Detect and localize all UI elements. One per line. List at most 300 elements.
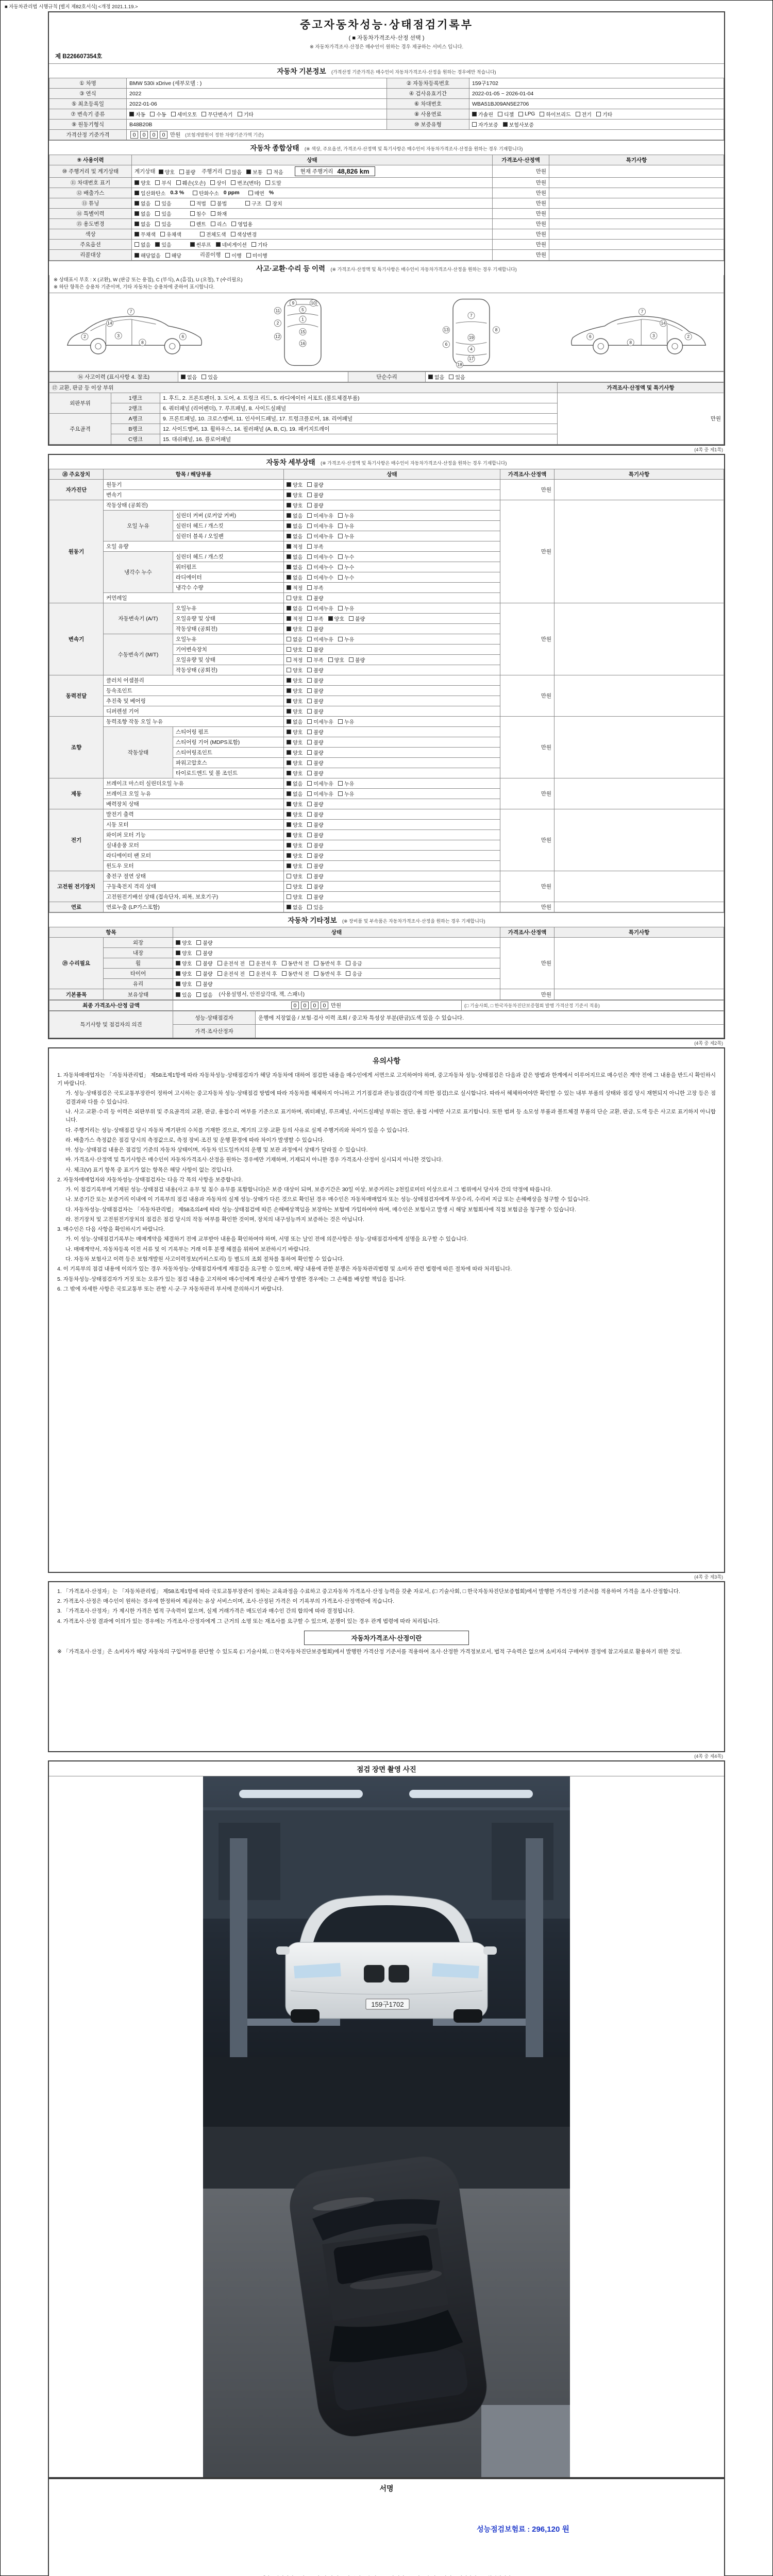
checkbox-checked-icon[interactable] (287, 616, 291, 621)
checkbox-checked-icon[interactable] (287, 709, 291, 714)
checkbox-unchecked-icon[interactable] (449, 375, 453, 379)
checkbox-unchecked-icon[interactable] (287, 596, 291, 600)
checkbox-option[interactable] (196, 980, 212, 988)
checkbox-option[interactable] (155, 199, 171, 207)
checkbox-option[interactable] (135, 251, 161, 259)
checkbox-option[interactable] (287, 522, 303, 530)
checkbox-option[interactable] (231, 179, 260, 187)
checkbox-unchecked-icon[interactable] (307, 730, 312, 734)
checkbox-unchecked-icon[interactable] (196, 940, 201, 945)
checkbox-option[interactable] (231, 230, 257, 238)
checkbox-option[interactable] (428, 373, 444, 381)
checkbox-checked-icon[interactable] (287, 771, 291, 775)
checkbox-unchecked-icon[interactable] (307, 853, 312, 858)
checkbox-option[interactable] (596, 110, 612, 118)
checkbox-unchecked-icon[interactable] (211, 211, 215, 216)
checkbox-unchecked-icon[interactable] (307, 719, 312, 724)
checkbox-option[interactable] (307, 563, 333, 571)
checkbox-option[interactable] (307, 903, 323, 911)
checkbox-option[interactable] (287, 800, 303, 808)
checkbox-unchecked-icon[interactable] (211, 201, 215, 206)
checkbox-checked-icon[interactable] (287, 503, 291, 507)
checkbox-option[interactable] (287, 790, 303, 798)
checkbox-option[interactable] (307, 666, 323, 674)
checkbox-unchecked-icon[interactable] (249, 961, 254, 965)
checkbox-checked-icon[interactable] (287, 513, 291, 518)
checkbox-option[interactable] (287, 563, 303, 571)
checkbox-option[interactable] (314, 970, 341, 977)
checkbox-checked-icon[interactable] (287, 760, 291, 765)
checkbox-option[interactable] (287, 738, 303, 746)
checkbox-option[interactable] (307, 625, 323, 633)
checkbox-option[interactable] (307, 790, 333, 798)
checkbox-option[interactable] (307, 697, 323, 705)
checkbox-unchecked-icon[interactable] (307, 812, 312, 817)
checkbox-unchecked-icon[interactable] (201, 112, 206, 116)
checkbox-unchecked-icon[interactable] (155, 180, 160, 185)
checkbox-option[interactable] (472, 110, 493, 118)
checkbox-checked-icon[interactable] (287, 544, 291, 549)
checkbox-option[interactable] (307, 543, 323, 550)
checkbox-option[interactable] (196, 949, 212, 957)
checkbox-unchecked-icon[interactable] (307, 626, 312, 631)
checkbox-option[interactable] (196, 959, 212, 967)
checkbox-option[interactable] (190, 210, 206, 217)
checkbox-option[interactable] (226, 168, 242, 176)
checkbox-option[interactable] (307, 707, 323, 715)
checkbox-unchecked-icon[interactable] (307, 802, 312, 806)
checkbox-option[interactable] (265, 179, 281, 187)
checkbox-option[interactable] (129, 110, 145, 118)
checkbox-option[interactable] (211, 210, 227, 217)
checkbox-option[interactable] (307, 604, 333, 612)
checkbox-option[interactable] (307, 491, 323, 499)
checkbox-option[interactable] (248, 189, 264, 197)
checkbox-unchecked-icon[interactable] (155, 211, 160, 216)
checkbox-unchecked-icon[interactable] (307, 894, 312, 899)
checkbox-unchecked-icon[interactable] (201, 375, 206, 379)
checkbox-unchecked-icon[interactable] (518, 112, 523, 116)
checkbox-unchecked-icon[interactable] (155, 201, 160, 206)
checkbox-option[interactable] (211, 199, 227, 207)
checkbox-unchecked-icon[interactable] (338, 781, 343, 786)
checkbox-option[interactable] (307, 728, 323, 736)
checkbox-option[interactable] (540, 110, 570, 118)
checkbox-unchecked-icon[interactable] (225, 253, 230, 258)
checkbox-checked-icon[interactable] (287, 493, 291, 497)
checkbox-unchecked-icon[interactable] (231, 222, 236, 226)
checkbox-option[interactable] (307, 779, 333, 787)
checkbox-option[interactable] (160, 230, 181, 238)
checkbox-option[interactable] (307, 646, 323, 653)
checkbox-unchecked-icon[interactable] (307, 781, 312, 786)
checkbox-option[interactable] (210, 179, 226, 187)
checkbox-option[interactable] (200, 230, 226, 238)
checkbox-unchecked-icon[interactable] (307, 616, 312, 621)
checkbox-unchecked-icon[interactable] (287, 647, 291, 652)
checkbox-option[interactable] (282, 970, 309, 977)
checkbox-checked-icon[interactable] (287, 853, 291, 858)
checkbox-option[interactable] (307, 738, 323, 746)
checkbox-option[interactable] (246, 168, 262, 176)
checkbox-unchecked-icon[interactable] (349, 616, 354, 621)
checkbox-unchecked-icon[interactable] (307, 534, 312, 538)
checkbox-option[interactable] (246, 251, 267, 259)
checkbox-unchecked-icon[interactable] (307, 585, 312, 590)
checkbox-unchecked-icon[interactable] (307, 863, 312, 868)
checkbox-option[interactable] (150, 110, 166, 118)
checkbox-checked-icon[interactable] (181, 375, 186, 379)
checkbox-unchecked-icon[interactable] (307, 760, 312, 765)
checkbox-option[interactable] (135, 210, 150, 217)
checkbox-unchecked-icon[interactable] (307, 750, 312, 755)
checkbox-option[interactable] (307, 687, 323, 694)
checkbox-option[interactable] (287, 862, 303, 870)
checkbox-checked-icon[interactable] (287, 802, 291, 806)
checkbox-option[interactable] (338, 790, 354, 798)
checkbox-option[interactable] (287, 584, 303, 591)
checkbox-unchecked-icon[interactable] (338, 637, 343, 641)
checkbox-option[interactable] (307, 841, 323, 849)
checkbox-unchecked-icon[interactable] (307, 699, 312, 703)
checkbox-checked-icon[interactable] (176, 981, 180, 986)
checkbox-option[interactable] (287, 728, 303, 736)
checkbox-unchecked-icon[interactable] (176, 180, 181, 185)
checkbox-unchecked-icon[interactable] (540, 112, 544, 116)
checkbox-option[interactable] (287, 883, 303, 890)
checkbox-unchecked-icon[interactable] (196, 992, 201, 997)
checkbox-option[interactable] (287, 625, 303, 633)
checkbox-unchecked-icon[interactable] (150, 112, 155, 116)
checkbox-checked-icon[interactable] (176, 961, 180, 965)
checkbox-option[interactable] (135, 241, 150, 248)
checkbox-unchecked-icon[interactable] (179, 170, 184, 174)
checkbox-checked-icon[interactable] (176, 971, 180, 976)
checkbox-option[interactable] (171, 110, 197, 118)
checkbox-checked-icon[interactable] (135, 222, 139, 226)
checkbox-option[interactable] (349, 615, 365, 622)
checkbox-unchecked-icon[interactable] (307, 905, 312, 909)
checkbox-option[interactable] (346, 970, 362, 977)
checkbox-checked-icon[interactable] (287, 606, 291, 611)
checkbox-checked-icon[interactable] (190, 242, 195, 247)
checkbox-option[interactable] (307, 800, 323, 808)
checkbox-option[interactable] (196, 939, 212, 946)
checkbox-option[interactable] (287, 769, 303, 777)
checkbox-checked-icon[interactable] (159, 170, 163, 174)
checkbox-option[interactable] (307, 656, 323, 664)
checkbox-unchecked-icon[interactable] (307, 493, 312, 497)
checkbox-option[interactable] (135, 230, 156, 238)
checkbox-unchecked-icon[interactable] (349, 657, 354, 662)
checkbox-option[interactable] (287, 821, 303, 828)
checkbox-unchecked-icon[interactable] (307, 843, 312, 848)
checkbox-option[interactable] (307, 635, 333, 643)
checkbox-option[interactable] (176, 991, 192, 998)
checkbox-option[interactable] (287, 646, 303, 653)
checkbox-checked-icon[interactable] (287, 523, 291, 528)
checkbox-unchecked-icon[interactable] (338, 575, 343, 580)
checkbox-unchecked-icon[interactable] (287, 637, 291, 641)
checkbox-checked-icon[interactable] (246, 170, 251, 174)
checkbox-unchecked-icon[interactable] (307, 554, 312, 559)
checkbox-option[interactable] (328, 615, 344, 622)
checkbox-unchecked-icon[interactable] (307, 523, 312, 528)
checkbox-unchecked-icon[interactable] (287, 894, 291, 899)
checkbox-unchecked-icon[interactable] (287, 657, 291, 662)
checkbox-unchecked-icon[interactable] (238, 112, 242, 116)
checkbox-unchecked-icon[interactable] (307, 740, 312, 744)
checkbox-checked-icon[interactable] (287, 833, 291, 837)
checkbox-checked-icon[interactable] (287, 678, 291, 683)
checkbox-option[interactable] (449, 373, 465, 381)
checkbox-unchecked-icon[interactable] (338, 791, 343, 796)
checkbox-checked-icon[interactable] (287, 822, 291, 827)
checkbox-option[interactable] (193, 189, 219, 197)
checkbox-option[interactable] (165, 251, 181, 259)
checkbox-unchecked-icon[interactable] (160, 232, 165, 236)
checkbox-option[interactable] (216, 241, 247, 248)
checkbox-unchecked-icon[interactable] (338, 565, 343, 569)
checkbox-unchecked-icon[interactable] (135, 242, 139, 247)
checkbox-option[interactable] (179, 168, 195, 176)
checkbox-unchecked-icon[interactable] (245, 201, 250, 206)
checkbox-checked-icon[interactable] (216, 242, 221, 247)
checkbox-unchecked-icon[interactable] (196, 981, 201, 986)
checkbox-option[interactable] (245, 199, 261, 207)
checkbox-option[interactable] (176, 970, 192, 977)
checkbox-unchecked-icon[interactable] (155, 222, 160, 226)
checkbox-option[interactable] (287, 604, 303, 612)
checkbox-unchecked-icon[interactable] (231, 232, 236, 236)
checkbox-unchecked-icon[interactable] (338, 554, 343, 559)
checkbox-unchecked-icon[interactable] (307, 482, 312, 487)
checkbox-unchecked-icon[interactable] (307, 688, 312, 693)
checkbox-checked-icon[interactable] (287, 740, 291, 744)
checkbox-option[interactable] (225, 251, 241, 259)
checkbox-option[interactable] (266, 199, 282, 207)
checkbox-option[interactable] (287, 687, 303, 694)
checkbox-unchecked-icon[interactable] (307, 513, 312, 518)
checkbox-checked-icon[interactable] (287, 575, 291, 580)
checkbox-unchecked-icon[interactable] (307, 822, 312, 827)
checkbox-unchecked-icon[interactable] (472, 122, 477, 127)
checkbox-unchecked-icon[interactable] (249, 971, 254, 976)
checkbox-unchecked-icon[interactable] (307, 575, 312, 580)
checkbox-checked-icon[interactable] (287, 565, 291, 569)
checkbox-checked-icon[interactable] (287, 791, 291, 796)
checkbox-option[interactable] (307, 615, 323, 622)
checkbox-option[interactable] (267, 168, 283, 176)
checkbox-option[interactable] (176, 980, 192, 988)
checkbox-option[interactable] (287, 532, 303, 540)
checkbox-unchecked-icon[interactable] (196, 961, 201, 965)
checkbox-unchecked-icon[interactable] (307, 791, 312, 796)
checkbox-option[interactable] (190, 220, 206, 228)
checkbox-unchecked-icon[interactable] (498, 112, 502, 116)
checkbox-option[interactable] (307, 893, 323, 901)
checkbox-checked-icon[interactable] (287, 730, 291, 734)
checkbox-unchecked-icon[interactable] (314, 961, 318, 965)
checkbox-option[interactable] (231, 220, 253, 228)
checkbox-unchecked-icon[interactable] (287, 668, 291, 672)
checkbox-option[interactable] (338, 553, 354, 561)
checkbox-unchecked-icon[interactable] (287, 874, 291, 878)
checkbox-unchecked-icon[interactable] (190, 211, 195, 216)
checkbox-option[interactable] (238, 110, 254, 118)
checkbox-option[interactable] (287, 779, 303, 787)
checkbox-checked-icon[interactable] (129, 112, 134, 116)
checkbox-option[interactable] (287, 697, 303, 705)
checkbox-option[interactable] (287, 872, 303, 880)
checkbox-unchecked-icon[interactable] (307, 771, 312, 775)
checkbox-option[interactable] (196, 970, 212, 977)
checkbox-option[interactable] (251, 241, 267, 248)
checkbox-unchecked-icon[interactable] (596, 112, 601, 116)
checkbox-option[interactable] (307, 759, 323, 767)
checkbox-unchecked-icon[interactable] (265, 180, 270, 185)
checkbox-option[interactable] (307, 883, 323, 890)
checkbox-option[interactable] (307, 522, 333, 530)
checkbox-checked-icon[interactable] (287, 843, 291, 848)
checkbox-option[interactable] (181, 373, 197, 381)
checkbox-unchecked-icon[interactable] (576, 112, 580, 116)
checkbox-unchecked-icon[interactable] (193, 191, 197, 195)
checkbox-unchecked-icon[interactable] (171, 112, 176, 116)
checkbox-option[interactable] (287, 759, 303, 767)
checkbox-option[interactable] (307, 532, 333, 540)
checkbox-unchecked-icon[interactable] (338, 606, 343, 611)
checkbox-option[interactable] (338, 635, 354, 643)
checkbox-unchecked-icon[interactable] (338, 534, 343, 538)
checkbox-unchecked-icon[interactable] (314, 971, 318, 976)
checkbox-option[interactable] (307, 749, 323, 756)
checkbox-option[interactable] (338, 512, 354, 519)
checkbox-unchecked-icon[interactable] (287, 884, 291, 889)
checkbox-checked-icon[interactable] (287, 699, 291, 703)
checkbox-option[interactable] (211, 220, 227, 228)
checkbox-unchecked-icon[interactable] (307, 874, 312, 878)
checkbox-checked-icon[interactable] (287, 626, 291, 631)
checkbox-option[interactable] (287, 666, 303, 674)
checkbox-unchecked-icon[interactable] (248, 191, 253, 195)
checkbox-option[interactable] (201, 373, 217, 381)
checkbox-option[interactable] (338, 604, 354, 612)
checkbox-option[interactable] (307, 769, 323, 777)
checkbox-checked-icon[interactable] (287, 482, 291, 487)
checkbox-checked-icon[interactable] (503, 122, 508, 127)
checkbox-unchecked-icon[interactable] (307, 606, 312, 611)
checkbox-option[interactable] (176, 939, 192, 946)
checkbox-option[interactable] (287, 635, 303, 643)
checkbox-option[interactable] (307, 481, 323, 488)
checkbox-unchecked-icon[interactable] (282, 971, 287, 976)
checkbox-option[interactable] (190, 241, 211, 248)
checkbox-option[interactable] (498, 110, 514, 118)
checkbox-option[interactable] (307, 821, 323, 828)
checkbox-option[interactable] (287, 749, 303, 756)
checkbox-checked-icon[interactable] (135, 232, 139, 236)
checkbox-option[interactable] (287, 615, 303, 622)
checkbox-option[interactable] (135, 220, 150, 228)
checkbox-option[interactable] (338, 718, 354, 725)
checkbox-unchecked-icon[interactable] (307, 637, 312, 641)
checkbox-unchecked-icon[interactable] (282, 961, 287, 965)
checkbox-option[interactable] (135, 179, 150, 187)
checkbox-option[interactable] (314, 959, 341, 967)
checkbox-checked-icon[interactable] (135, 191, 139, 195)
checkbox-unchecked-icon[interactable] (200, 232, 205, 236)
checkbox-unchecked-icon[interactable] (246, 253, 251, 258)
checkbox-unchecked-icon[interactable] (307, 657, 312, 662)
checkbox-option[interactable] (135, 199, 150, 207)
checkbox-option[interactable] (287, 841, 303, 849)
checkbox-checked-icon[interactable] (472, 112, 477, 116)
checkbox-option[interactable] (338, 563, 354, 571)
checkbox-option[interactable] (249, 959, 277, 967)
checkbox-unchecked-icon[interactable] (165, 253, 170, 258)
checkbox-option[interactable] (287, 553, 303, 561)
checkbox-option[interactable] (338, 573, 354, 581)
checkbox-checked-icon[interactable] (176, 940, 180, 945)
checkbox-option[interactable] (217, 970, 245, 977)
checkbox-option[interactable] (249, 970, 277, 977)
checkbox-unchecked-icon[interactable] (346, 971, 350, 976)
checkbox-unchecked-icon[interactable] (338, 523, 343, 528)
checkbox-option[interactable] (287, 573, 303, 581)
checkbox-option[interactable] (287, 512, 303, 519)
checkbox-checked-icon[interactable] (328, 616, 333, 621)
checkbox-option[interactable] (287, 481, 303, 488)
checkbox-checked-icon[interactable] (287, 719, 291, 724)
checkbox-option[interactable] (176, 959, 192, 967)
checkbox-option[interactable] (287, 676, 303, 684)
checkbox-checked-icon[interactable] (287, 554, 291, 559)
checkbox-unchecked-icon[interactable] (307, 596, 312, 600)
checkbox-unchecked-icon[interactable] (196, 971, 201, 976)
checkbox-unchecked-icon[interactable] (266, 201, 271, 206)
checkbox-checked-icon[interactable] (135, 180, 139, 185)
checkbox-unchecked-icon[interactable] (307, 503, 312, 507)
checkbox-option[interactable] (287, 718, 303, 725)
checkbox-unchecked-icon[interactable] (211, 222, 215, 226)
checkbox-option[interactable] (159, 168, 175, 176)
checkbox-option[interactable] (503, 121, 534, 128)
checkbox-unchecked-icon[interactable] (231, 180, 236, 185)
checkbox-option[interactable] (287, 852, 303, 859)
checkbox-option[interactable] (307, 553, 333, 561)
checkbox-unchecked-icon[interactable] (307, 833, 312, 837)
checkbox-option[interactable] (307, 852, 323, 859)
checkbox-option[interactable] (196, 991, 212, 998)
checkbox-option[interactable] (287, 543, 303, 550)
checkbox-option[interactable] (307, 512, 333, 519)
checkbox-option[interactable] (176, 949, 192, 957)
checkbox-option[interactable] (287, 903, 303, 911)
checkbox-unchecked-icon[interactable] (196, 951, 201, 955)
checkbox-option[interactable] (155, 220, 171, 228)
checkbox-checked-icon[interactable] (135, 201, 139, 206)
checkbox-option[interactable] (346, 959, 362, 967)
checkbox-option[interactable] (518, 111, 535, 117)
checkbox-option[interactable] (155, 241, 171, 248)
checkbox-option[interactable] (307, 676, 323, 684)
checkbox-option[interactable] (287, 810, 303, 818)
checkbox-checked-icon[interactable] (135, 253, 139, 258)
checkbox-unchecked-icon[interactable] (307, 884, 312, 889)
checkbox-checked-icon[interactable] (287, 534, 291, 538)
checkbox-option[interactable] (307, 594, 323, 602)
